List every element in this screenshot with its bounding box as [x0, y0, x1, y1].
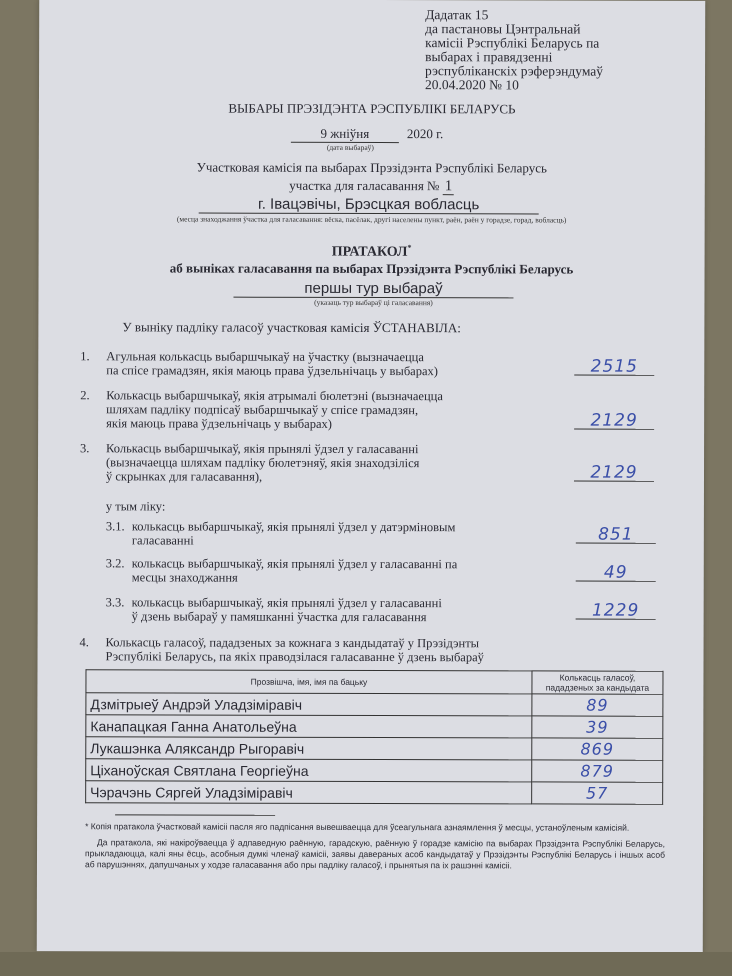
election-title: ВЫБАРЫ ПРЭЗІДЭНТА РЭСПУБЛІКІ БЕЛАРУСЬ: [228, 100, 516, 117]
header-line: Дадатак 15: [425, 7, 489, 23]
round: [233, 280, 513, 308]
item-3-value: 2129: [574, 463, 654, 482]
station-number: 1: [443, 178, 455, 195]
col-votes-header-line: пададзеных за кандыдата: [545, 682, 650, 693]
subitem-3-1-value: 851: [576, 525, 656, 544]
subitem-text: ў дзень выбараў у памяшканні ўчастка для галасавання: [131, 609, 427, 625]
footnote-mark: *: [407, 243, 412, 253]
subitem-number: 3.3.: [105, 595, 125, 610]
item-text: якія маюць права ўдзельнічаць у выбарах): [106, 416, 332, 431]
subitem-3-3-value: 1229: [576, 601, 656, 620]
col-name-header: Прозвішча, імя, імя па бацьку: [86, 670, 532, 694]
election-date: [291, 125, 491, 153]
station-location: [189, 196, 549, 215]
item-text: Колькасць выбаршчыкаў, якія прынялі ўдзел у галасаванні: [106, 441, 419, 457]
item-number: 4.: [79, 635, 89, 650]
item-number: 3.: [80, 441, 90, 456]
candidate-votes: 879: [532, 760, 663, 782]
candidate-votes: 39: [532, 716, 663, 738]
candidate-name: Чэрачэнь Сяргей Уладзіміравіч: [86, 781, 532, 804]
table-row: [86, 781, 663, 805]
round-value: першы тур выбараў: [233, 280, 513, 299]
item-text: па спісе грамадзян, якія маюць права ўдзельнічаць у выбарах): [106, 363, 438, 379]
table-row: [86, 737, 663, 761]
protocol-sheet: [37, 0, 705, 953]
intro-text: У выніку падліку галасоў участковая камісія ЎСТАНАВІЛА:: [122, 319, 461, 336]
station-prefix: участка для галасавання №: [289, 177, 440, 194]
candidate-votes: 869: [532, 738, 663, 760]
subitem-text: колькасць выбаршчыкаў, якія прынялі ўдзел у галасаванні: [131, 595, 442, 611]
location-value: г. Івацэвічы, Брэсцкая вобласць: [199, 196, 539, 215]
header-line: камісіі Рэспублікі Беларусь па: [425, 35, 600, 51]
date-value: 9 жніўня: [291, 126, 399, 143]
candidates-table: [85, 669, 663, 805]
header-line: выбарах і правядзенні: [425, 49, 553, 65]
table-header-row: [86, 670, 663, 695]
item-text: (вызначаецца шляхам падліку бюлетэняў, якія знаходзіліся: [106, 455, 420, 471]
header-line: 20.04.2020 № 10: [425, 77, 519, 93]
subitem-text: галасаванні: [131, 533, 194, 548]
location-caption: (месца знаходжання ўчастка для галасавання: вёска, пасёлак, другі населены пункт, раён, раён у горадзе, горад, вобласць): [176, 214, 567, 225]
item-1: [80, 349, 438, 378]
candidate-name: Канапацкая Ганна Анатольеўна: [86, 715, 532, 738]
item-text: шляхам падліку подпісаў выбаршчыкаў у спісе грамадзян,: [106, 402, 419, 418]
date-year: 2020 г.: [406, 126, 444, 142]
subitem-3-2: [106, 556, 458, 585]
item-text: ў скрынках для галасавання),: [105, 469, 263, 484]
item-1-value: 2515: [574, 357, 654, 376]
subitem-text: колькасць выбаршчыкаў, якія прынялі ўдзел у галасаванні па: [131, 556, 458, 572]
appendix-header: [425, 8, 695, 93]
footnotes: [85, 821, 665, 872]
subitem-text: месцы знаходжання: [131, 570, 238, 585]
including-label: у тым ліку:: [105, 499, 166, 514]
item-number: 1.: [80, 349, 90, 364]
protocol-subheading: аб выніках галасавання па выбарах Прэзідэнта Рэспублікі Беларусь: [169, 260, 574, 277]
table-row: [86, 693, 663, 717]
table-surface: [0, 952, 732, 976]
item-text: Рэспублікі Беларусь, па якіх праводзілася галасаванне ў дзень выбараў: [105, 649, 484, 665]
table-row: [86, 759, 663, 783]
item-text: Агульная колькасць выбаршчыкаў на ўчастку (вызначаецца: [106, 349, 424, 365]
candidate-name: Ціханоўская Святлана Георгіеўна: [86, 759, 532, 782]
table-row: [86, 715, 663, 739]
footnote-1: * Копія пратакола ўчастковай камісіі пасля яго падпісання вывешваецца для ўсеагульнага азнаямлення ў месцы, устаноўленым камісіяй.: [85, 821, 630, 833]
item-number: 2.: [80, 388, 90, 403]
item-2-value: 2129: [574, 411, 654, 430]
col-votes-header-line: Колькасць галасоў,: [559, 672, 636, 683]
footnote-divider: [115, 814, 275, 815]
subitem-3-1: [106, 519, 456, 548]
footnote-2: Да пратакола, які накіроўваецца ў адпаведную раённую, гарадскую, раённую ў горадзе камісію па выбарах Прэзідэнта Рэспублікі Беларусь, прыкладаюцца, калі яны ёсць, асобныя думкі членаў камісіі, заявы давераных асоб кандыдатаў у Прэзідэнты Рэспублікі Беларусь і іншых асоб аб парушэннях, дапушчаных у ходзе галасавання або пры падліку галасоў, і прынятыя па іх рашэнні камісіі.: [84, 837, 666, 871]
item-4: [80, 635, 484, 664]
item-2: [80, 388, 443, 431]
candidate-name: Лукашэнка Аляксандр Рыгоравіч: [86, 737, 532, 760]
candidate-votes: 57: [532, 782, 663, 804]
station-line: [39, 177, 705, 196]
candidate-votes: 89: [532, 694, 663, 716]
round-caption: (указаць тур выбараў ці галасавання): [314, 297, 433, 308]
protocol-heading: [39, 242, 705, 261]
item-text: Колькасць выбаршчыкаў, якія атрымалі бюлетэні (вызначаецца: [106, 388, 443, 404]
candidate-name: Дзмітрыеў Андрэй Уладзіміравіч: [86, 693, 532, 716]
col-votes-header: [532, 671, 663, 694]
header-line: да пастановы Цэнтральнай: [425, 21, 581, 37]
subitem-3-3: [106, 595, 442, 624]
subitem-3-2-value: 49: [576, 563, 656, 582]
protocol-heading-text: ПРАТАКОЛ: [331, 244, 408, 260]
item-3: [80, 441, 419, 484]
subitem-number: 3.2.: [105, 556, 125, 571]
subitem-number: 3.1.: [105, 519, 125, 534]
commission-line: Участковая камісія па выбарах Прэзідэнта Рэспублікі Беларусь: [196, 159, 547, 176]
date-caption: (дата выбараў): [326, 142, 374, 153]
header-line: рэспубліканскіх рэферэндумаў: [425, 63, 604, 79]
item-text: Колькасць галасоў, пададзеных за кожнага з кандыдатаў у Прэзідэнты: [105, 635, 480, 651]
subitem-text: колькасць выбаршчыкаў, якія прынялі ўдзел у датэрміновым: [131, 519, 456, 535]
